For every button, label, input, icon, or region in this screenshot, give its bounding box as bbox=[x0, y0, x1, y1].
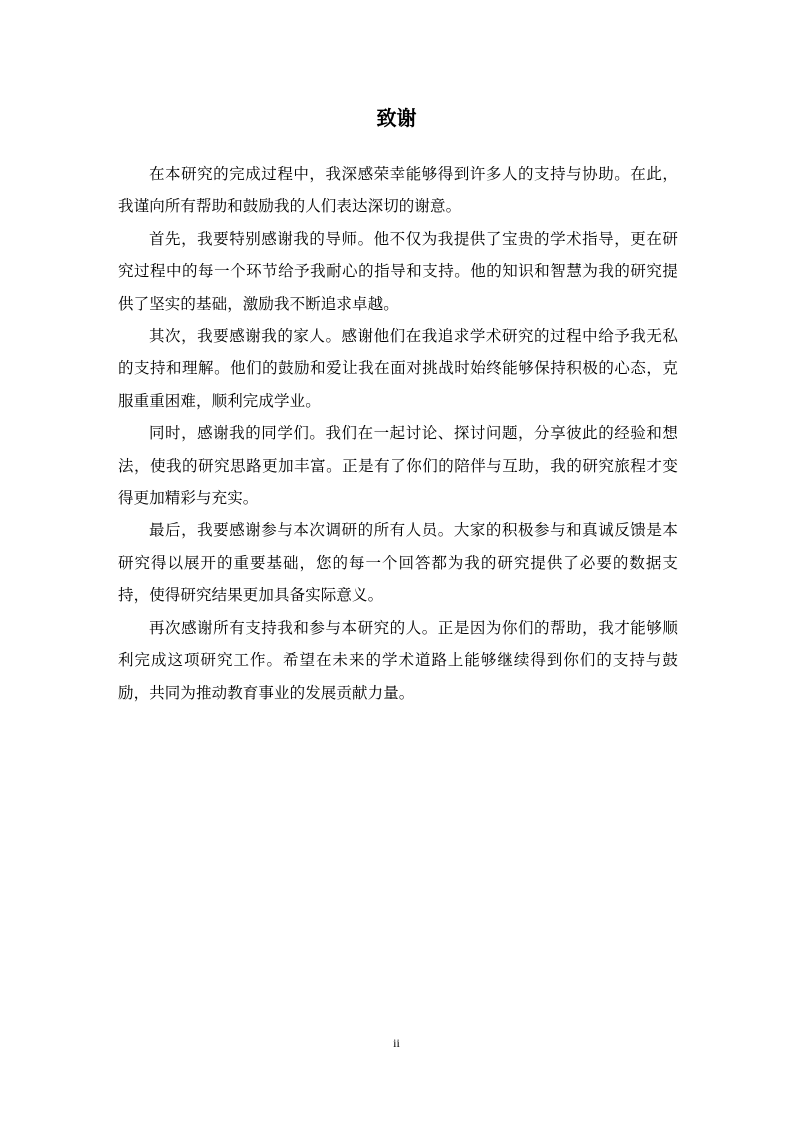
paragraph-1: 在本研究的完成过程中，我深感荣幸能够得到许多人的支持与协助。在此，我谨向所有帮助和鼓励我的人们表达深切的谢意。 bbox=[118, 165, 678, 216]
acknowledgement-body bbox=[118, 158, 678, 709]
paragraph-2: 首先，我要特别感谢我的导师。他不仅为我提供了宝贵的学术指导，更在研究过程中的每一个环节给予我耐心的指导和支持。他的知识和智慧为我的研究提供了坚实的基础，激励我不断追求卓越。 bbox=[118, 229, 678, 313]
paragraph-3: 其次，我要感谢我的家人。感谢他们在我追求学术研究的过程中给予我无私的支持和理解。他们的鼓励和爱让我在面对挑战时始终能够保持积极的心态，克服重重困难，顺利完成学业。 bbox=[118, 327, 678, 410]
page-number: ii bbox=[393, 1036, 400, 1050]
page-title: 致谢 bbox=[376, 106, 417, 130]
paragraph-4: 同时，感谢我的同学们。我们在一起讨论、探讨问题，分享彼此的经验和想法，使我的研究思路更加丰富。正是有了你们的陪伴与互助，我的研究旅程才变得更加精彩与充实。 bbox=[118, 424, 678, 508]
paragraph-6: 再次感谢所有支持我和参与本研究的人。正是因为你们的帮助，我才能够顺利完成这项研究工作。希望在未来的学术道路上能够继续得到你们的支持与鼓励，共同为推动教育事业的发展贡献力量。 bbox=[118, 618, 678, 702]
paragraph-5: 最后，我要感谢参与本次调研的所有人员。大家的积极参与和真诚反馈是本研究得以展开的重要基础，您的每一个回答都为我的研究提供了必要的数据支持，使得研究结果更加具备实际意义。 bbox=[118, 521, 678, 605]
